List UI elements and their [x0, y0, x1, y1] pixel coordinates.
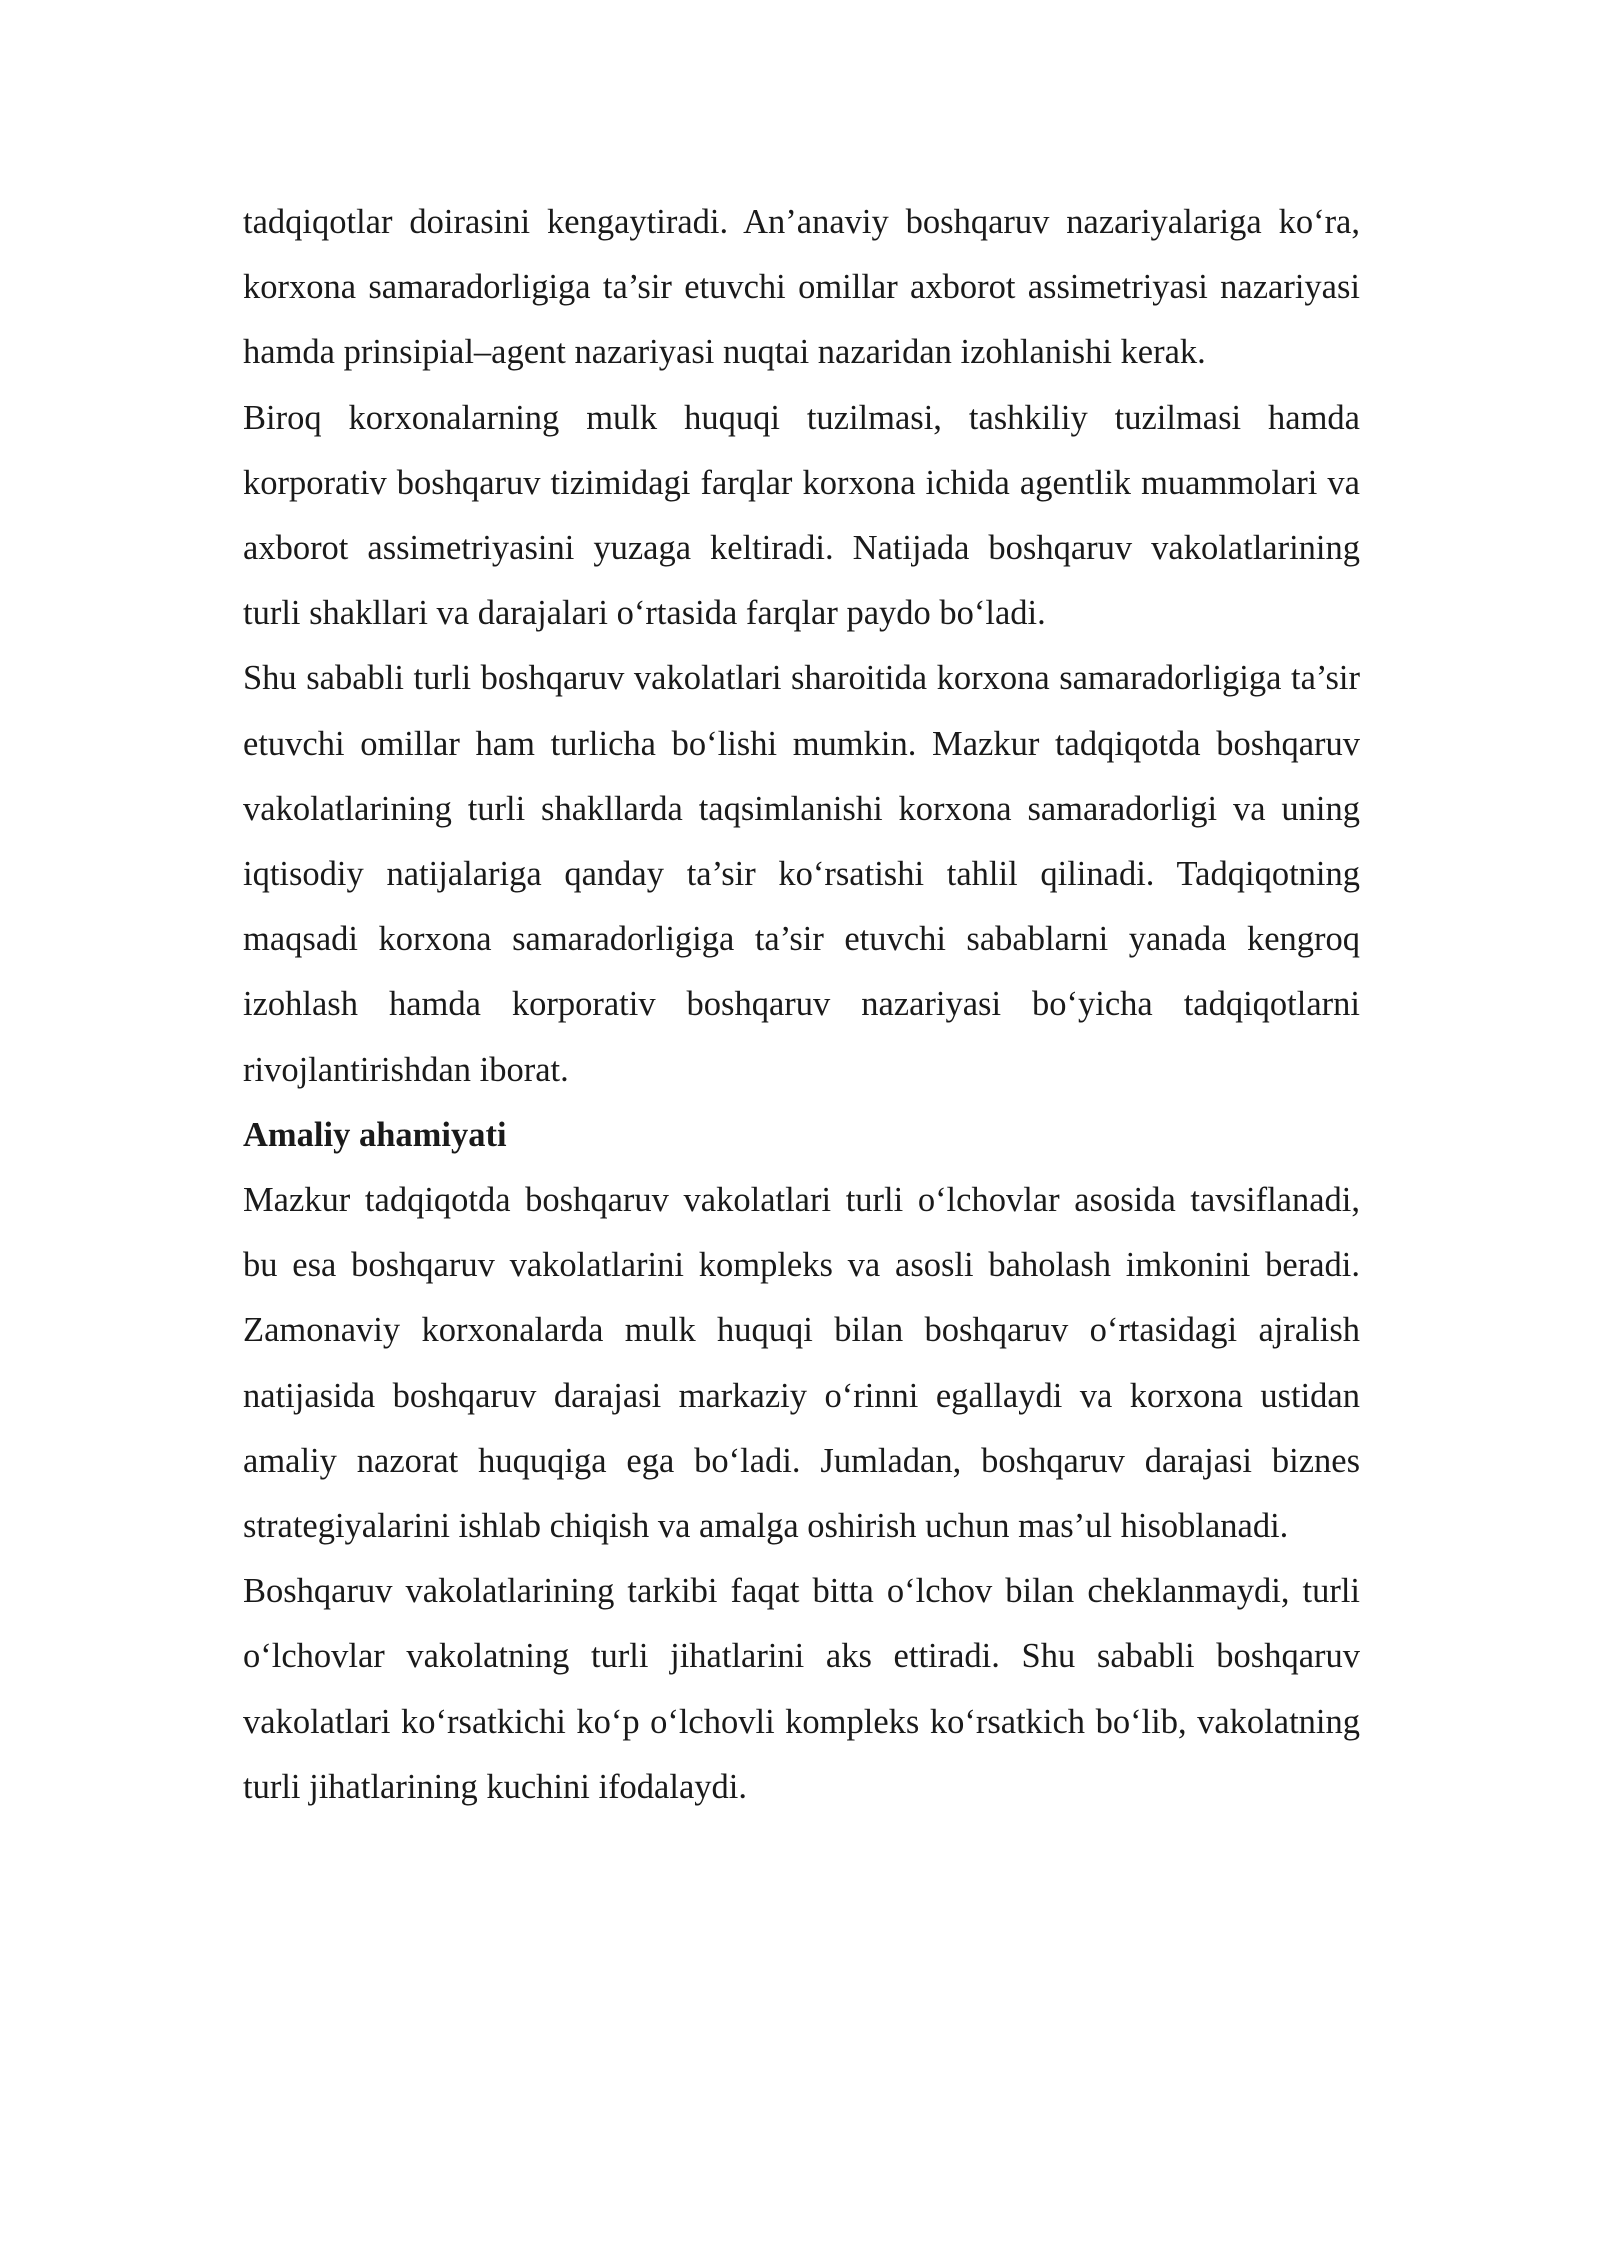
paragraph-authority-dimensions: Boshqaruv vakolatlarining tarkibi faqat bitta o‘lchov bilan cheklanmaydi, turli o‘lchovlar vakolatning turli jihatlarini aks ettiradi. Shu sababli boshqaruv vakolatlari ko‘rsatkichi ko‘p o‘lchovli kompleks ko‘rsatkich bo‘lib, vakolatning turli jihatlarining kuchini ifodalaydi.	[243, 1572, 1360, 1806]
paragraph-practical-significance: Mazkur tadqiqotda boshqaruv vakolatlari turli o‘lchovlar asosida tavsiflanadi, bu esa boshqaruv vakolatlarini kompleks va asosli baholash imkonini beradi. Zamonaviy korxonalarda mulk huquqi bilan boshqaruv o‘rtasidagi ajralish natijasida boshqaruv darajasi markaziy o‘rinni egallaydi va korxona ustidan amaliy nazorat huquqiga ega bo‘ladi. Jumladan, boshqaruv darajasi biznes strategiyalarini ishlab chiqish va amalga oshirish uchun mas’ul hisoblanadi.	[243, 1181, 1360, 1546]
paragraph-research-aim: Shu sababli turli boshqaruv vakolatlari sharoitida korxona samaradorligiga ta’sir etuvchi omillar ham turlicha bo‘lishi mumkin. Mazkur tadqiqotda boshqaruv vakolatlarining turli shakllarda taqsimlanishi korxona samaradorligi va uning iqtisodiy natijalariga qanday ta’sir ko‘rsatishi tahlil qilinadi. Tadqiqotning maqsadi korxona samaradorligiga ta’sir etuvchi sabablarni yanada kengroq izohlash hamda korporativ boshqaruv nazariyasi bo‘yicha tadqiqotlarni rivojlantirishdan iborat.	[243, 659, 1360, 1089]
paragraph-ownership-structure: Biroq korxonalarning mulk huquqi tuzilmasi, tashkiliy tuzilmasi hamda korporativ boshqaruv tizimidagi farqlar korxona ichida agentlik muammolari va axborot assimetriyasini yuzaga keltiradi. Natijada boshqaruv vakolatlarining turli shakllari va darajalari o‘rtasida farqlar paydo bo‘ladi.	[243, 398, 1360, 633]
paragraph-intro-continuation: tadqiqotlar doirasini kengaytiradi. An’anaviy boshqaruv nazariyalariga ko‘ra, korxona samaradorligiga ta’sir etuvchi omillar axborot assimetriyasi nazariyasi hamda prinsipial–agent nazariyasi nuqtai nazaridan izohlanishi kerak.	[243, 203, 1360, 372]
document-page	[243, 190, 1360, 1820]
section-heading: Amaliy ahamiyati	[243, 1115, 507, 1154]
